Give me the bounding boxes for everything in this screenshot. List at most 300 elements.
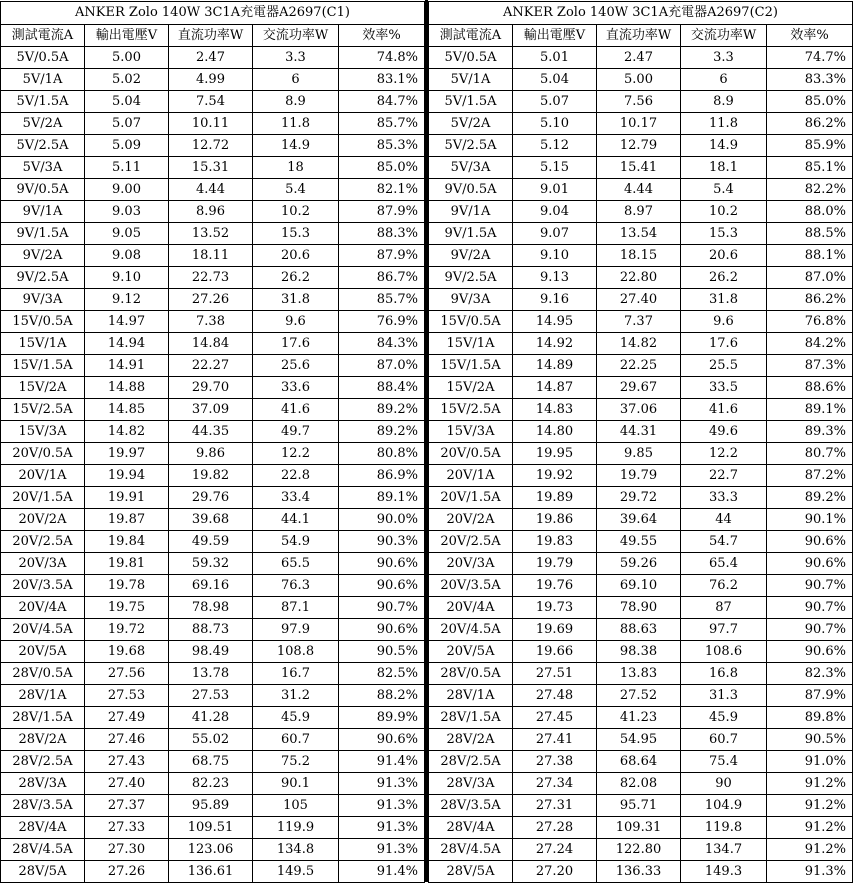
table-row (1, 355, 425, 377)
efficiency-cell: 90.6% (767, 531, 853, 553)
table-row (1, 575, 425, 597)
test-current-cell: 28V/2A (1, 729, 85, 751)
ac-power-cell: 5.4 (681, 179, 767, 201)
dc-power-cell: 95.71 (597, 795, 681, 817)
test-current-cell: 9V/2.5A (1, 267, 85, 289)
test-current-cell: 5V/3A (1, 157, 85, 179)
table-row (429, 135, 853, 157)
dc-power-cell: 5.00 (597, 69, 681, 91)
dc-power-cell: 41.28 (169, 707, 253, 729)
efficiency-cell: 90.6% (339, 575, 425, 597)
ac-power-cell: 60.7 (253, 729, 339, 751)
efficiency-cell: 90.7% (339, 597, 425, 619)
test-current-cell: 5V/3A (429, 157, 513, 179)
output-voltage-cell: 27.43 (85, 751, 169, 773)
table-row (429, 311, 853, 333)
test-current-cell: 9V/3A (429, 289, 513, 311)
dc-power-cell: 37.09 (169, 399, 253, 421)
efficiency-cell: 91.0% (767, 751, 853, 773)
test-current-cell: 20V/2.5A (429, 531, 513, 553)
table-row (429, 553, 853, 575)
table-row (429, 157, 853, 179)
efficiency-cell: 83.1% (339, 69, 425, 91)
efficiency-cell: 89.9% (339, 707, 425, 729)
ac-power-cell: 41.6 (681, 399, 767, 421)
efficiency-cell: 90.5% (767, 729, 853, 751)
test-current-cell: 28V/2A (429, 729, 513, 751)
efficiency-cell: 86.9% (339, 465, 425, 487)
ac-power-cell: 31.8 (253, 289, 339, 311)
efficiency-cell: 84.2% (767, 333, 853, 355)
output-voltage-cell: 19.75 (85, 597, 169, 619)
output-voltage-cell: 27.45 (513, 707, 597, 729)
dc-power-cell: 39.68 (169, 509, 253, 531)
test-current-cell: 20V/4.5A (429, 619, 513, 641)
table-row (429, 47, 853, 69)
table-row (429, 861, 853, 883)
test-current-cell: 20V/5A (429, 641, 513, 663)
table-row (1, 751, 425, 773)
dc-power-cell: 29.70 (169, 377, 253, 399)
dc-power-cell: 4.99 (169, 69, 253, 91)
efficiency-cell: 90.6% (339, 729, 425, 751)
efficiency-cell: 88.0% (767, 201, 853, 223)
efficiency-cell: 90.1% (767, 509, 853, 531)
ac-power-cell: 45.9 (681, 707, 767, 729)
dc-power-cell: 78.90 (597, 597, 681, 619)
ac-power-cell: 6 (253, 69, 339, 91)
table-row (1, 685, 425, 707)
dc-power-cell: 82.23 (169, 773, 253, 795)
output-voltage-cell: 14.95 (513, 311, 597, 333)
table-row (429, 641, 853, 663)
output-voltage-cell: 27.40 (85, 773, 169, 795)
ac-power-cell: 90 (681, 773, 767, 795)
table-row (429, 773, 853, 795)
output-voltage-cell: 27.30 (85, 839, 169, 861)
efficiency-cell: 87.0% (339, 355, 425, 377)
table-row (429, 421, 853, 443)
output-voltage-cell: 5.04 (513, 69, 597, 91)
output-voltage-cell: 9.16 (513, 289, 597, 311)
output-voltage-cell: 14.85 (85, 399, 169, 421)
output-voltage-cell: 14.94 (85, 333, 169, 355)
output-voltage-cell: 9.04 (513, 201, 597, 223)
ac-power-cell: 33.4 (253, 487, 339, 509)
test-current-cell: 15V/1A (1, 333, 85, 355)
efficiency-cell: 90.0% (339, 509, 425, 531)
table-row (429, 289, 853, 311)
output-voltage-cell: 19.78 (85, 575, 169, 597)
output-voltage-cell: 5.01 (513, 47, 597, 69)
dc-power-cell: 22.25 (597, 355, 681, 377)
ac-power-cell: 54.7 (681, 531, 767, 553)
ac-power-cell: 108.6 (681, 641, 767, 663)
ac-power-cell: 105 (253, 795, 339, 817)
test-current-cell: 5V/2.5A (1, 135, 85, 157)
efficiency-cell: 90.6% (339, 553, 425, 575)
ac-power-cell: 16.8 (681, 663, 767, 685)
test-current-cell: 15V/2A (429, 377, 513, 399)
dc-power-cell: 44.31 (597, 421, 681, 443)
table-row (429, 487, 853, 509)
table-row (1, 487, 425, 509)
efficiency-cell: 91.2% (767, 773, 853, 795)
test-current-cell: 15V/1.5A (1, 355, 85, 377)
output-voltage-cell: 19.87 (85, 509, 169, 531)
ac-power-cell: 18.1 (681, 157, 767, 179)
efficiency-cell: 85.3% (339, 135, 425, 157)
output-voltage-cell: 27.49 (85, 707, 169, 729)
efficiency-cell: 91.3% (767, 861, 853, 883)
ac-power-cell: 108.8 (253, 641, 339, 663)
dc-power-cell: 12.72 (169, 135, 253, 157)
ac-power-cell: 119.9 (253, 817, 339, 839)
table-body (1, 47, 425, 883)
ac-power-cell: 16.7 (253, 663, 339, 685)
test-current-cell: 20V/4A (1, 597, 85, 619)
table-row (1, 839, 425, 861)
table-row (429, 531, 853, 553)
ac-power-cell: 22.8 (253, 465, 339, 487)
output-voltage-cell: 27.33 (85, 817, 169, 839)
test-current-cell: 20V/4A (429, 597, 513, 619)
efficiency-cell: 74.7% (767, 47, 853, 69)
table-row (429, 729, 853, 751)
column-header: 測試電流A (1, 25, 85, 47)
output-voltage-cell: 27.34 (513, 773, 597, 795)
ac-power-cell: 33.6 (253, 377, 339, 399)
table-row (1, 377, 425, 399)
table-row (1, 69, 425, 91)
dc-power-cell: 95.89 (169, 795, 253, 817)
test-current-cell: 20V/5A (1, 641, 85, 663)
table-row (1, 707, 425, 729)
ac-power-cell: 20.6 (253, 245, 339, 267)
table-row (429, 69, 853, 91)
table-body (429, 47, 853, 883)
efficiency-cell: 74.8% (339, 47, 425, 69)
output-voltage-cell: 19.76 (513, 575, 597, 597)
output-voltage-cell: 9.03 (85, 201, 169, 223)
output-voltage-cell: 19.84 (85, 531, 169, 553)
ac-power-cell: 31.8 (681, 289, 767, 311)
ac-power-cell: 26.2 (681, 267, 767, 289)
ac-power-cell: 11.8 (681, 113, 767, 135)
output-voltage-cell: 19.79 (513, 553, 597, 575)
efficiency-cell: 91.3% (339, 839, 425, 861)
ac-power-cell: 41.6 (253, 399, 339, 421)
dc-power-cell: 27.52 (597, 685, 681, 707)
ac-power-cell: 90.1 (253, 773, 339, 795)
dc-power-cell: 18.15 (597, 245, 681, 267)
table-row (1, 465, 425, 487)
ac-power-cell: 8.9 (253, 91, 339, 113)
efficiency-cell: 88.2% (339, 685, 425, 707)
efficiency-cell: 85.1% (767, 157, 853, 179)
table-row (1, 91, 425, 113)
table-row (1, 201, 425, 223)
test-current-cell: 15V/3A (1, 421, 85, 443)
efficiency-cell: 91.2% (767, 795, 853, 817)
table-row (1, 861, 425, 883)
dc-power-cell: 136.61 (169, 861, 253, 883)
efficiency-cell: 87.9% (339, 201, 425, 223)
test-current-cell: 20V/3A (429, 553, 513, 575)
efficiency-cell: 82.3% (767, 663, 853, 685)
ac-power-cell: 49.6 (681, 421, 767, 443)
efficiency-cell: 87.9% (339, 245, 425, 267)
efficiency-cell: 91.3% (339, 817, 425, 839)
ac-power-cell: 3.3 (253, 47, 339, 69)
output-voltage-cell: 14.91 (85, 355, 169, 377)
table-row (429, 91, 853, 113)
output-voltage-cell: 27.56 (85, 663, 169, 685)
dc-power-cell: 39.64 (597, 509, 681, 531)
output-voltage-cell: 5.07 (85, 113, 169, 135)
test-current-cell: 28V/2.5A (1, 751, 85, 773)
efficiency-cell: 87.0% (767, 267, 853, 289)
test-current-cell: 28V/5A (429, 861, 513, 883)
test-current-cell: 28V/3.5A (429, 795, 513, 817)
ac-power-cell: 65.4 (681, 553, 767, 575)
test-current-cell: 20V/3.5A (1, 575, 85, 597)
efficiency-cell: 76.8% (767, 311, 853, 333)
dc-power-cell: 29.76 (169, 487, 253, 509)
ac-power-cell: 12.2 (253, 443, 339, 465)
dc-power-cell: 13.78 (169, 663, 253, 685)
efficiency-cell: 87.2% (767, 465, 853, 487)
dc-power-cell: 55.02 (169, 729, 253, 751)
column-header: 測試電流A (429, 25, 513, 47)
output-voltage-cell: 5.04 (85, 91, 169, 113)
dc-power-cell: 41.23 (597, 707, 681, 729)
test-current-cell: 5V/0.5A (429, 47, 513, 69)
dc-power-cell: 9.86 (169, 443, 253, 465)
dc-power-cell: 123.06 (169, 839, 253, 861)
output-voltage-cell: 9.00 (85, 179, 169, 201)
dc-power-cell: 14.84 (169, 333, 253, 355)
output-voltage-cell: 9.01 (513, 179, 597, 201)
output-voltage-cell: 19.89 (513, 487, 597, 509)
ac-power-cell: 49.7 (253, 421, 339, 443)
efficiency-cell: 87.9% (767, 685, 853, 707)
test-current-cell: 5V/0.5A (1, 47, 85, 69)
dc-power-cell: 54.95 (597, 729, 681, 751)
ac-power-cell: 15.3 (681, 223, 767, 245)
test-current-cell: 28V/4.5A (429, 839, 513, 861)
ac-power-cell: 134.7 (681, 839, 767, 861)
output-voltage-cell: 27.38 (513, 751, 597, 773)
dc-power-cell: 4.44 (597, 179, 681, 201)
efficiency-cell: 90.7% (767, 597, 853, 619)
test-current-cell: 9V/3A (1, 289, 85, 311)
output-voltage-cell: 5.12 (513, 135, 597, 157)
output-voltage-cell: 5.09 (85, 135, 169, 157)
ac-power-cell: 14.9 (681, 135, 767, 157)
test-current-cell: 20V/3.5A (429, 575, 513, 597)
dc-power-cell: 27.53 (169, 685, 253, 707)
dc-power-cell: 2.47 (597, 47, 681, 69)
output-voltage-cell: 27.51 (513, 663, 597, 685)
efficiency-cell: 90.5% (339, 641, 425, 663)
table-row (429, 795, 853, 817)
test-current-cell: 20V/4.5A (1, 619, 85, 641)
test-current-cell: 20V/2.5A (1, 531, 85, 553)
dc-power-cell: 69.16 (169, 575, 253, 597)
c1-efficiency-table (0, 1, 425, 883)
ac-power-cell: 6 (681, 69, 767, 91)
dc-power-cell: 4.44 (169, 179, 253, 201)
test-current-cell: 9V/1.5A (1, 223, 85, 245)
ac-power-cell: 104.9 (681, 795, 767, 817)
test-current-cell: 20V/0.5A (1, 443, 85, 465)
table-row (1, 531, 425, 553)
output-voltage-cell: 27.26 (85, 861, 169, 883)
table-row (429, 399, 853, 421)
ac-power-cell: 22.7 (681, 465, 767, 487)
dc-power-cell: 2.47 (169, 47, 253, 69)
dc-power-cell: 109.31 (597, 817, 681, 839)
test-current-cell: 20V/3A (1, 553, 85, 575)
efficiency-cell: 88.1% (767, 245, 853, 267)
table-row (1, 509, 425, 531)
dc-power-cell: 69.10 (597, 575, 681, 597)
dc-power-cell: 59.32 (169, 553, 253, 575)
table-row (429, 443, 853, 465)
column-header: 交流功率W (253, 25, 339, 47)
dc-power-cell: 78.98 (169, 597, 253, 619)
dc-power-cell: 13.83 (597, 663, 681, 685)
test-current-cell: 9V/1.5A (429, 223, 513, 245)
test-current-cell: 20V/1.5A (429, 487, 513, 509)
table-title: ANKER Zolo 140W 3C1A充電器A2697(C2) (429, 2, 853, 25)
dc-power-cell: 7.38 (169, 311, 253, 333)
test-current-cell: 5V/1A (429, 69, 513, 91)
ac-power-cell: 20.6 (681, 245, 767, 267)
table-row (429, 465, 853, 487)
table-row (429, 113, 853, 135)
test-current-cell: 28V/1A (1, 685, 85, 707)
dc-power-cell: 15.41 (597, 157, 681, 179)
output-voltage-cell: 9.10 (85, 267, 169, 289)
dc-power-cell: 49.55 (597, 531, 681, 553)
efficiency-cell: 91.3% (339, 795, 425, 817)
dc-power-cell: 122.80 (597, 839, 681, 861)
output-voltage-cell: 19.72 (85, 619, 169, 641)
ac-power-cell: 10.2 (253, 201, 339, 223)
test-current-cell: 5V/1.5A (1, 91, 85, 113)
ac-power-cell: 17.6 (681, 333, 767, 355)
ac-power-cell: 31.3 (681, 685, 767, 707)
test-current-cell: 15V/1A (429, 333, 513, 355)
output-voltage-cell: 19.86 (513, 509, 597, 531)
ac-power-cell: 60.7 (681, 729, 767, 751)
dc-power-cell: 88.73 (169, 619, 253, 641)
efficiency-cell: 85.0% (339, 157, 425, 179)
test-current-cell: 28V/2.5A (429, 751, 513, 773)
output-voltage-cell: 9.05 (85, 223, 169, 245)
test-current-cell: 9V/0.5A (1, 179, 85, 201)
dc-power-cell: 13.54 (597, 223, 681, 245)
output-voltage-cell: 19.73 (513, 597, 597, 619)
table-row (429, 355, 853, 377)
test-current-cell: 15V/3A (429, 421, 513, 443)
output-voltage-cell: 5.07 (513, 91, 597, 113)
dc-power-cell: 18.11 (169, 245, 253, 267)
ac-power-cell: 11.8 (253, 113, 339, 135)
test-current-cell: 5V/2.5A (429, 135, 513, 157)
ac-power-cell: 134.8 (253, 839, 339, 861)
table-title: ANKER Zolo 140W 3C1A充電器A2697(C1) (1, 2, 425, 25)
table-row (1, 311, 425, 333)
output-voltage-cell: 19.95 (513, 443, 597, 465)
table-row (429, 201, 853, 223)
ac-power-cell: 15.3 (253, 223, 339, 245)
ac-power-cell: 97.9 (253, 619, 339, 641)
efficiency-cell: 89.3% (767, 421, 853, 443)
efficiency-cell: 83.3% (767, 69, 853, 91)
test-current-cell: 9V/2A (429, 245, 513, 267)
ac-power-cell: 8.9 (681, 91, 767, 113)
test-current-cell: 20V/1.5A (1, 487, 85, 509)
test-current-cell: 5V/2A (429, 113, 513, 135)
efficiency-cell: 88.6% (767, 377, 853, 399)
output-voltage-cell: 27.37 (85, 795, 169, 817)
column-header: 輸出電壓V (513, 25, 597, 47)
test-current-cell: 28V/0.5A (429, 663, 513, 685)
efficiency-cell: 84.7% (339, 91, 425, 113)
ac-power-cell: 5.4 (253, 179, 339, 201)
efficiency-cell: 89.2% (767, 487, 853, 509)
test-current-cell: 9V/1A (429, 201, 513, 223)
test-current-cell: 15V/2.5A (1, 399, 85, 421)
efficiency-cell: 91.2% (767, 817, 853, 839)
table-row (1, 135, 425, 157)
ac-power-cell: 76.2 (681, 575, 767, 597)
table-row (429, 223, 853, 245)
dc-power-cell: 37.06 (597, 399, 681, 421)
output-voltage-cell: 14.82 (85, 421, 169, 443)
output-voltage-cell: 27.48 (513, 685, 597, 707)
output-voltage-cell: 9.07 (513, 223, 597, 245)
table-row (429, 817, 853, 839)
ac-power-cell: 3.3 (681, 47, 767, 69)
ac-power-cell: 10.2 (681, 201, 767, 223)
dc-power-cell: 59.26 (597, 553, 681, 575)
table-row (1, 443, 425, 465)
dc-power-cell: 22.80 (597, 267, 681, 289)
efficiency-cell: 90.3% (339, 531, 425, 553)
table-row (429, 707, 853, 729)
table-row (429, 663, 853, 685)
ac-power-cell: 87 (681, 597, 767, 619)
output-voltage-cell: 5.02 (85, 69, 169, 91)
dc-power-cell: 29.72 (597, 487, 681, 509)
output-voltage-cell: 19.81 (85, 553, 169, 575)
table-row (1, 817, 425, 839)
dc-power-cell: 13.52 (169, 223, 253, 245)
test-current-cell: 28V/0.5A (1, 663, 85, 685)
test-current-cell: 5V/1.5A (429, 91, 513, 113)
efficiency-cell: 90.6% (767, 553, 853, 575)
table-row (429, 179, 853, 201)
efficiency-cell: 86.2% (767, 113, 853, 135)
ac-power-cell: 44.1 (253, 509, 339, 531)
dc-power-cell: 7.54 (169, 91, 253, 113)
dc-power-cell: 27.26 (169, 289, 253, 311)
efficiency-cell: 88.3% (339, 223, 425, 245)
